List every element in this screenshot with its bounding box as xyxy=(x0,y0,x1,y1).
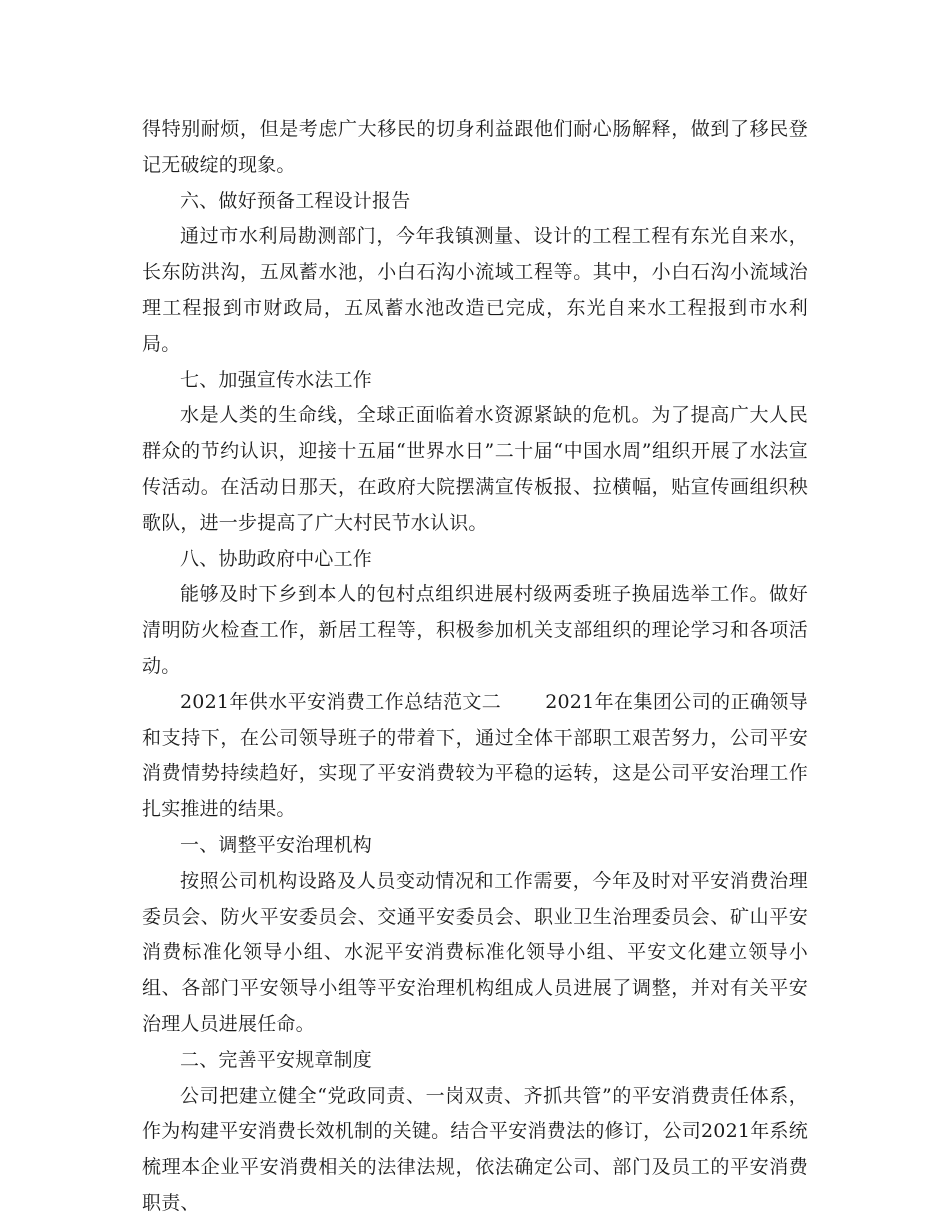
section2-heading-1: 一、调整平安治理机构 xyxy=(180,833,373,856)
article-title: 2021年供水平安消费工作总结范文二 xyxy=(180,690,502,713)
document-page xyxy=(142,112,808,1222)
section-heading-7: 七、加强宣传水法工作 xyxy=(180,368,373,391)
section-heading-8: 八、协助政府中心工作 xyxy=(180,547,373,570)
section2-body-1: 按照公司机构设路及人员变动情况和工作需要，今年及时对平安消费治理委员会、防火平安委员会、交通平安委员会、职业卫生治理委员会、矿山平安消费标准化领导小组、水泥平安消费标准化领导小组、平安文化建立领导小组、各部门平安领导小组等平安治理机构组成人员进展了调整，并对有关平安治理人员进展任命。 xyxy=(142,869,808,1035)
section2-body-2: 公司把建立健全“党政同责、一岗双责、齐抓共管”的平安消费责任体系，作为构建平安消费长效机制的关键。结合平安消费法的修订，公司2021年系统梳理本企业平安消费相关的法律法规，依法确定公司、部门及员工的平安消费职责、 xyxy=(142,1084,808,1214)
continuation-paragraph: 得特别耐烦，但是考虑广大移民的切身利益跟他们耐心肠解释，做到了移民登记无破绽的现象。 xyxy=(142,118,808,176)
section-heading-6: 六、做好预备工程设计报告 xyxy=(180,189,411,212)
section-body-6: 通过市水利局勘测部门，今年我镇测量、设计的工程工程有东光自来水，长东防洪沟，五凤蓄水池，小白石沟小流域工程等。其中，小白石沟小流域治理工程报到市财政局，五凤蓄水池改造已完成，东光自来水工程报到市水利局。 xyxy=(142,225,808,355)
article-intro-paragraph xyxy=(142,685,808,828)
article-intro: 2021年在集团公司的正确领导和支持下，在公司领导班子的带着下，通过全体干部职工艰苦努力，公司平安消费情势持续趋好，实现了平安消费较为平稳的运转，这是公司平安治理工作扎实推进的结果。 xyxy=(142,690,808,821)
section-body-7: 水是人类的生命线，全球正面临着水资源紧缺的危机。为了提高广大人民群众的节约认识，迎接十五届“世界水日”二十届“中国水周”组织开展了水法宣传活动。在活动日那天，在政府大院摆满宣传板报、拉横幅，贴宣传画组织秧歌队，进一步提高了广大村民节水认识。 xyxy=(142,404,808,534)
section2-heading-2: 二、完善平安规章制度 xyxy=(180,1048,373,1071)
section-body-8: 能够及时下乡到本人的包村点组织进展村级两委班子换届选举工作。做好清明防火检查工作，新居工程等，积极参加机关支部组织的理论学习和各项活动。 xyxy=(142,583,808,677)
